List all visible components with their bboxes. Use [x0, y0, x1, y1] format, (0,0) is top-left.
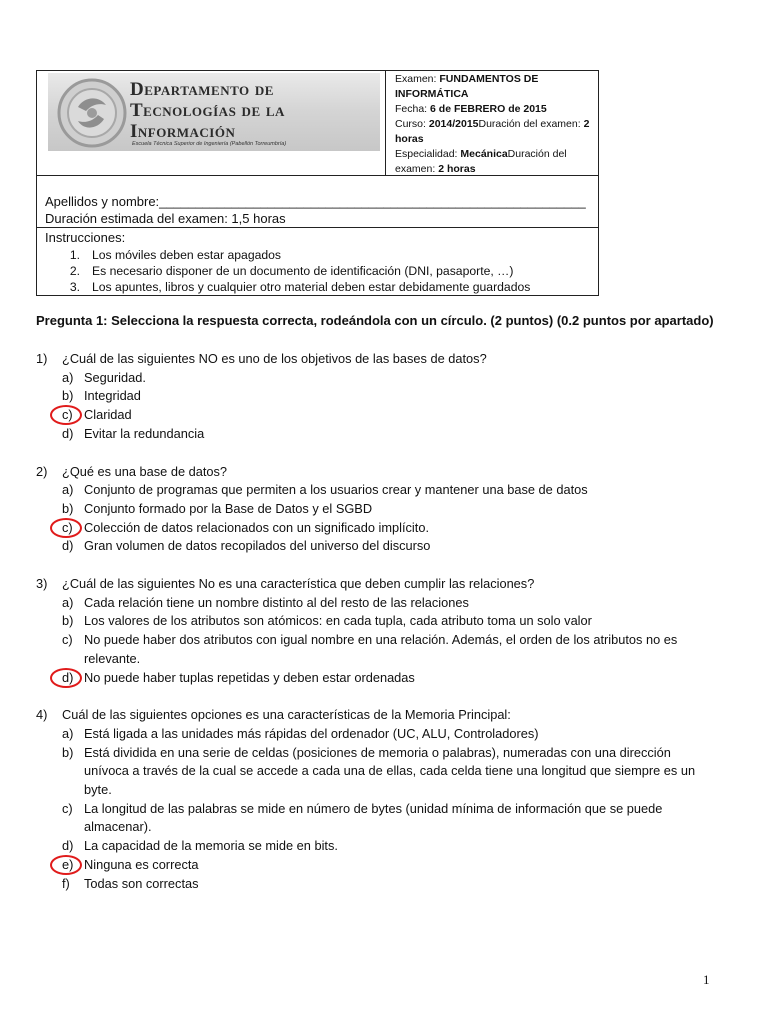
instruction-item — [45, 263, 590, 279]
option-letter: a) — [62, 725, 74, 741]
exam-date-line — [395, 102, 594, 117]
option-letter-selected — [62, 406, 84, 425]
date-value: 6 de FEBRERO de 2015 — [430, 103, 547, 115]
option-text: Gran volumen de datos recopilados del universo del discurso — [84, 538, 431, 554]
option-letter-selected — [62, 856, 84, 875]
option-letter-selected — [62, 669, 84, 688]
instructions-list — [45, 247, 590, 295]
option-a[interactable] — [36, 725, 716, 744]
option-letter: a) — [62, 482, 74, 498]
option-text: Cada relación tiene un nombre distinto al del resto de las relaciones — [84, 594, 469, 610]
option-b[interactable] — [36, 612, 716, 631]
option-text: Conjunto de programas que permiten a los usuarios crear y mantener una base de datos — [84, 482, 588, 498]
exam-course-line — [395, 117, 594, 147]
question-1 — [36, 350, 716, 444]
option-text: No puede haber dos atributos con igual nombre en una relación. Además, el orden de los atributos no es relevante. — [84, 632, 678, 666]
option-a[interactable] — [36, 481, 716, 500]
option-a[interactable] — [36, 594, 716, 613]
answer-circle-mark — [50, 405, 82, 425]
option-letter: a) — [62, 594, 74, 610]
option-d[interactable] — [36, 669, 716, 688]
question-prompt: ¿Cuál de las siguientes No es una característica que deben cumplir las relaciones? — [62, 576, 535, 592]
option-letter-text: c) — [62, 519, 73, 535]
exam-header-table — [36, 70, 599, 296]
instruction-text: Los apuntes, libros y cualquier otro material deben estar debidamente guardados — [92, 280, 531, 294]
option-letter: d) — [62, 838, 74, 854]
question-number: 1) — [36, 351, 48, 366]
logo-subtitle: Escuela Técnica Superior de Ingeniería (Pabellón Torreumbría) — [132, 141, 287, 147]
option-text: Colección de datos relacionados con un significado implícito. — [84, 519, 430, 535]
option-letter: b) — [62, 500, 74, 516]
option-c[interactable] — [36, 406, 716, 425]
option-letter-text: e) — [62, 856, 74, 872]
question-prompt: ¿Cuál de las siguientes NO es uno de los objetivos de las bases de datos? — [62, 351, 487, 366]
question-heading: Pregunta 1: Selecciona la respuesta correcta, rodeándola con un círculo. (2 puntos) (0.2 puntos por apartado) — [36, 313, 714, 328]
option-letter: d) — [62, 425, 74, 441]
estimated-duration: Duración estimada del examen: 1,5 horas — [45, 211, 286, 226]
question-number: 4) — [36, 707, 48, 723]
course-value: 2014/2015 — [428, 118, 479, 130]
duration-value-1: 2 horas — [395, 118, 590, 145]
question-4 — [36, 706, 716, 893]
instruction-number: 1. — [69, 248, 80, 262]
option-text: Seguridad. — [84, 369, 146, 385]
duration-label-2: Duración del examen: — [395, 148, 567, 175]
instruction-number: 3. — [69, 280, 80, 294]
option-text: Integridad — [84, 388, 141, 404]
page-number: 1 — [703, 972, 710, 987]
option-letter-text: d) — [62, 669, 74, 685]
student-name-field[interactable]: Apellidos y nombre:___________________________________________________________ — [45, 194, 586, 209]
option-text: La longitud de las palabras se mide en número de bytes (unidad mínima de información que se puede almacenar). — [84, 800, 663, 835]
instruction-text: Los móviles deben estar apagados — [92, 248, 282, 262]
option-letter: c) — [62, 800, 73, 816]
department-logo — [48, 73, 380, 151]
logo-line-1: Departamento de — [130, 79, 274, 100]
question-text — [36, 575, 716, 594]
option-text: Los valores de los atributos son atómicos: en cada tupla, cada atributo toma un solo valor — [84, 613, 592, 629]
option-text: Todas son correctas — [84, 875, 199, 891]
option-letter: b) — [62, 613, 74, 629]
option-text: Ninguna es correcta — [84, 856, 199, 872]
option-d[interactable] — [36, 425, 716, 444]
specialty-label: Especialidad: — [395, 148, 458, 160]
duration-label-1: Duración del examen: — [478, 118, 581, 130]
question-number: 3) — [36, 576, 48, 592]
option-c[interactable] — [36, 519, 716, 538]
option-text: Conjunto formado por la Base de Datos y el SGBD — [84, 500, 373, 516]
department-emblem-icon — [56, 77, 128, 149]
instruction-number: 2. — [69, 264, 80, 278]
option-letter-text: c) — [62, 407, 73, 423]
option-text: Está dividida en una serie de celdas (posiciones de memoria o palabras), numeradas con una dirección unívoca a través de la cual se accede a cada una de ellas, cada celda tiene una longitud que siempre es un byte. — [84, 744, 696, 798]
exam-name-line — [395, 72, 594, 102]
question-text — [36, 463, 716, 482]
option-b[interactable] — [36, 744, 716, 800]
student-row — [37, 176, 598, 228]
question-2 — [36, 463, 716, 557]
option-text: No puede haber tuplas repetidas y deben estar ordenadas — [84, 669, 415, 685]
option-text: Claridad — [84, 407, 132, 423]
questions-section — [36, 312, 716, 912]
option-letter: b) — [62, 388, 74, 404]
instructions-title: Instrucciones: — [45, 230, 126, 245]
option-d[interactable] — [36, 837, 716, 856]
option-c[interactable] — [36, 631, 716, 668]
date-label: Fecha: — [395, 103, 428, 115]
question-text — [36, 350, 716, 369]
option-c[interactable] — [36, 800, 716, 837]
option-b[interactable] — [36, 387, 716, 406]
specialty-value: Mecánica — [460, 148, 508, 160]
option-text: Evitar la redundancia — [84, 425, 205, 441]
option-d[interactable] — [36, 537, 716, 556]
question-prompt: ¿Qué es una base de datos? — [62, 463, 228, 479]
header-top-row — [37, 71, 598, 176]
duration-value-2: 2 horas — [438, 163, 476, 175]
instructions-row — [37, 229, 598, 295]
option-letter: a) — [62, 369, 74, 385]
exam-label: Examen: — [395, 73, 437, 85]
option-text: Está ligada a las unidades más rápidas del ordenador (UC, ALU, Controladores) — [84, 725, 539, 741]
option-f[interactable] — [36, 875, 716, 894]
option-letter-selected — [62, 519, 84, 538]
instruction-item — [45, 247, 590, 263]
option-e[interactable] — [36, 856, 716, 875]
instruction-text: Es necesario disponer de un documento de identificación (DNI, pasaporte, …) — [92, 264, 514, 278]
instruction-item — [45, 279, 590, 295]
exam-specialty-line — [395, 147, 594, 177]
option-b[interactable] — [36, 500, 716, 519]
exam-info — [386, 71, 598, 175]
logo-cell — [37, 71, 386, 175]
option-text: La capacidad de la memoria se mide en bits. — [84, 838, 338, 854]
exam-value: FUNDAMENTOS DE INFORMÁTICA — [395, 73, 539, 100]
option-letter: c) — [62, 632, 73, 648]
question-number: 2) — [36, 463, 48, 479]
course-label: Curso: — [395, 118, 426, 130]
answer-circle-mark — [50, 855, 82, 875]
question-3 — [36, 575, 716, 687]
option-letter: d) — [62, 538, 74, 554]
logo-title — [130, 79, 360, 142]
logo-line-2: Tecnologías de la — [130, 100, 285, 121]
option-letter: f) — [62, 875, 70, 891]
option-letter: b) — [62, 744, 74, 760]
answer-circle-mark — [50, 668, 82, 688]
question-text — [36, 706, 716, 725]
answer-circle-mark — [50, 518, 82, 538]
option-a[interactable] — [36, 369, 716, 388]
question-prompt: Cuál de las siguientes opciones es una características de la Memoria Principal: — [62, 707, 511, 723]
logo-line-3: Información — [130, 121, 236, 142]
